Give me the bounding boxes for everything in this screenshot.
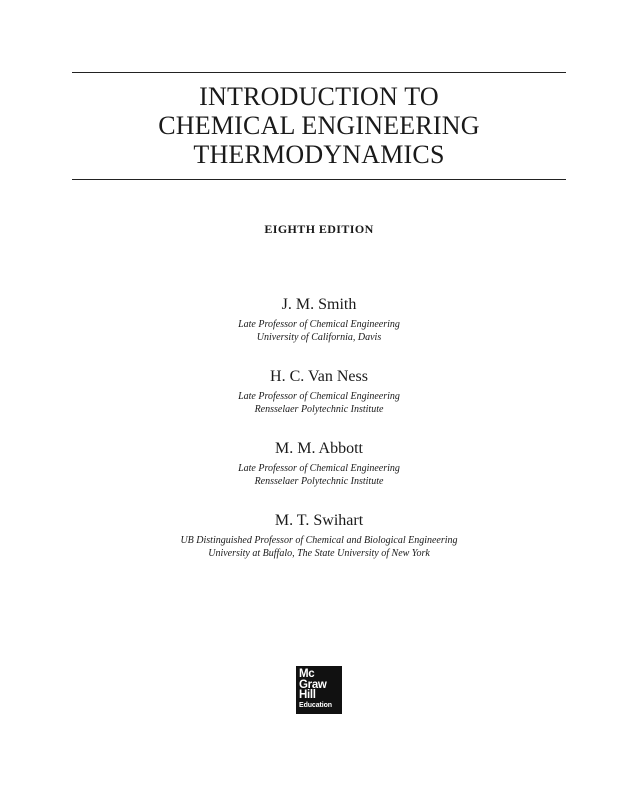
author-block-swihart	[72, 511, 566, 560]
title-line-2: CHEMICAL ENGINEERING	[158, 111, 480, 140]
book-title	[72, 82, 566, 169]
logo-text-hill: Hill	[299, 689, 316, 701]
author-name: J. M. Smith	[281, 296, 357, 313]
author-affiliation: Late Professor of Chemical Engineering	[238, 463, 400, 474]
author-affiliation: Late Professor of Chemical Engineering	[238, 319, 400, 330]
bottom-rule	[72, 179, 566, 180]
author-block-van-ness	[72, 367, 566, 416]
author-name: H. C. Van Ness	[270, 368, 368, 385]
title-line-1: INTRODUCTION TO	[199, 82, 439, 111]
author-name: M. M. Abbott	[274, 440, 363, 457]
author-block-abbott	[72, 439, 566, 488]
author-affiliation: Late Professor of Chemical Engineering	[238, 391, 400, 402]
author-name: M. T. Swihart	[274, 512, 364, 529]
author-block-smith	[72, 295, 566, 344]
author-affiliation: UB Distinguished Professor of Chemical and Biological Engineering	[180, 535, 458, 546]
author-affiliation: Rensselaer Polytechnic Institute	[254, 475, 384, 487]
logo-text-mc: Mc	[299, 668, 315, 680]
top-rule	[72, 72, 566, 73]
logo-text-graw: Graw	[299, 678, 327, 691]
title-line-3: THERMODYNAMICS	[193, 140, 445, 169]
edition-label: EIGHTH EDITION	[264, 222, 374, 236]
publisher-logo	[296, 666, 342, 714]
author-affiliation: University of California, Davis	[256, 331, 382, 343]
author-affiliation: Rensselaer Polytechnic Institute	[254, 403, 384, 415]
logo-text-education: Education	[299, 701, 332, 709]
author-affiliation: University at Buffalo, The State University of New York	[208, 547, 430, 559]
